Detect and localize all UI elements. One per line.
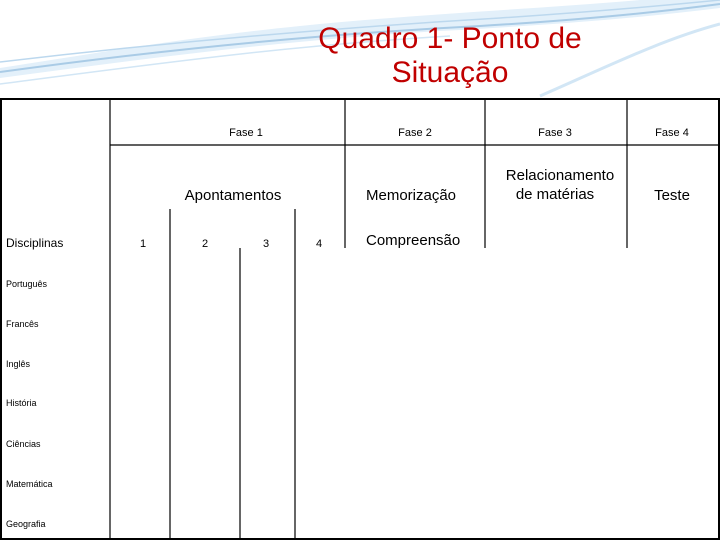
title-line-2: Situação [391, 56, 509, 89]
status-table [0, 98, 720, 540]
title-line-1: Quadro 1- Ponto de [318, 22, 582, 55]
activity-memorizacao: Memorização [366, 187, 457, 204]
activity-teste: Teste [654, 187, 690, 204]
subject-row-label: Geografia [6, 519, 46, 529]
session-2: 2 [201, 238, 209, 250]
session-1: 1 [139, 238, 147, 250]
session-3: 3 [262, 238, 270, 250]
phase-header-3: Fase 3 [538, 127, 572, 139]
activity-de-materias: de matérias [515, 186, 595, 203]
slide-title [300, 22, 600, 90]
row-header-disciplinas: Disciplinas [6, 236, 64, 250]
activity-apontamentos: Apontamentos [184, 187, 282, 204]
subject-row-label: Francês [6, 319, 39, 329]
subject-row-label: Inglês [6, 359, 31, 369]
phase-header-2: Fase 2 [398, 127, 432, 139]
subject-row-label: Matemática [6, 479, 53, 489]
activity-compreensao: Compreensão [366, 232, 461, 249]
table-grid-lines [0, 98, 720, 540]
subject-row-label: Português [6, 279, 48, 289]
activity-relacionamento: Relacionamento [505, 167, 615, 184]
phase-header-4: Fase 4 [655, 127, 689, 139]
slide-header [0, 0, 720, 98]
session-4: 4 [315, 238, 323, 250]
phase-header-1: Fase 1 [229, 127, 263, 139]
subject-row-label: História [6, 398, 37, 408]
subject-row-label: Ciências [6, 439, 41, 449]
